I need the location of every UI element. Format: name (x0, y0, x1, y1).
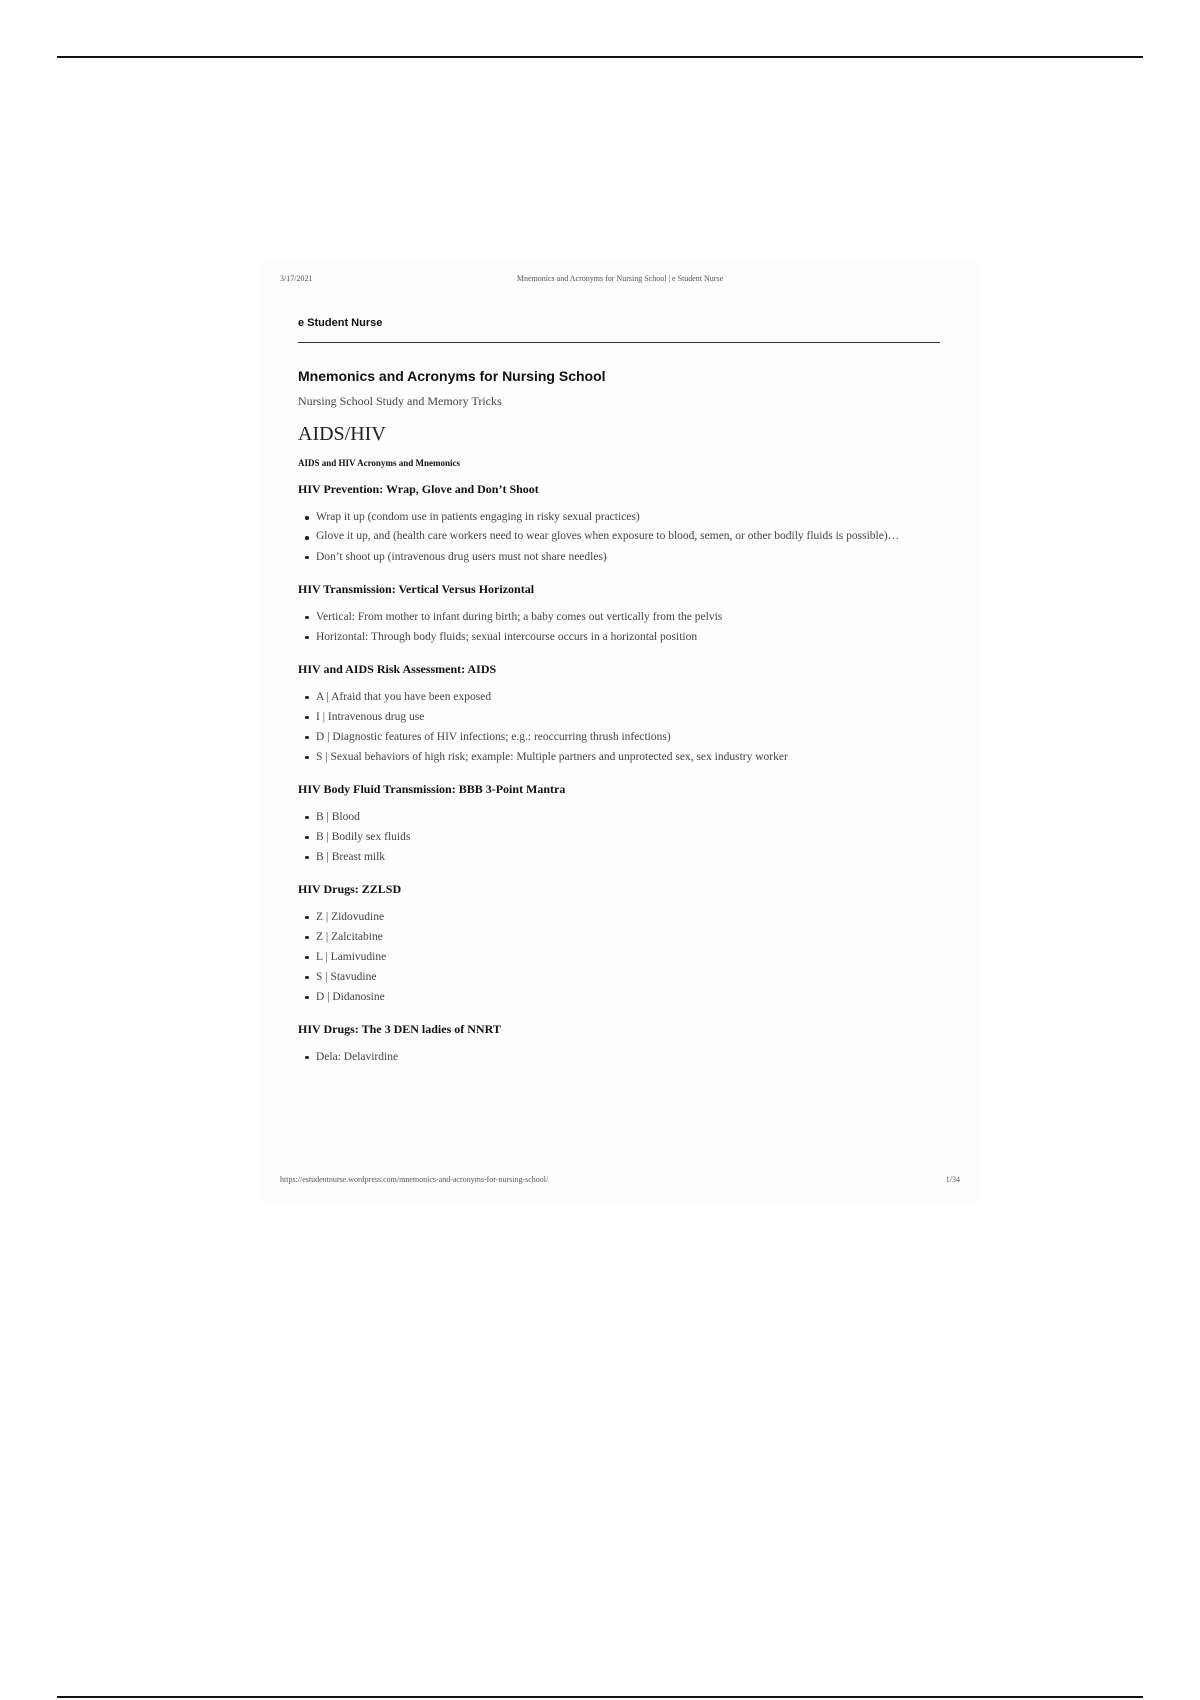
print-footer (280, 1175, 960, 1189)
list-item: I | Intravenous drug use (316, 707, 940, 727)
print-date: 3/17/2021 (280, 274, 313, 283)
list-item: Don’t shoot up (intravenous drug users must not share needles) (316, 547, 940, 567)
list-item: D | Didanosine (316, 987, 940, 1007)
post-subtitle: Nursing School Study and Memory Tricks (298, 394, 502, 408)
bullet-list (298, 687, 940, 767)
site-name: e Student Nurse (298, 317, 383, 329)
section-heading: HIV Prevention: Wrap, Glove and Don’t Shoot (298, 482, 539, 496)
bullet-list (298, 607, 940, 647)
list-item: Vertical: From mother to infant during birth; a baby comes out vertically from the pelvis (316, 607, 940, 627)
page-content (298, 316, 940, 1067)
site-divider (298, 342, 940, 343)
section-heading: HIV and AIDS Risk Assessment: AIDS (298, 661, 497, 676)
list-item: L | Lamivudine (316, 947, 940, 967)
bottom-divider (57, 1696, 1143, 1698)
list-item: Horizontal: Through body fluids; sexual intercourse occurs in a horizontal position (316, 627, 940, 647)
bullet-list (298, 807, 940, 867)
section-heading: HIV Transmission: Vertical Versus Horizontal (298, 581, 535, 596)
document-page (262, 262, 978, 1202)
section-heading: HIV Drugs: The 3 DEN ladies of NNRT (298, 1021, 501, 1036)
list-item: D | Diagnostic features of HIV infections; e.g.: reoccurring thrush infections) (316, 727, 940, 747)
top-divider (57, 56, 1143, 58)
list-item: Z | Zidovudine (316, 907, 940, 927)
bullet-list (298, 1047, 940, 1067)
print-title: Mnemonics and Acronyms for Nursing School | e Student Nurse (516, 274, 724, 283)
print-header (280, 274, 960, 288)
bullet-list (298, 507, 940, 567)
intro-label: AIDS and HIV Acronyms and Mnemonics (298, 458, 460, 468)
list-item: B | Blood (316, 807, 940, 827)
print-url: https://estudentnurse.wordpress.com/mnemonics-and-acronyms-for-nursing-school/ (280, 1175, 549, 1184)
list-item: A | Afraid that you have been exposed (316, 687, 940, 707)
list-item: Glove it up, and (health care workers need to wear gloves when exposure to blood, semen, or other bodily fluids is possible)… (316, 527, 940, 547)
page-heading: AIDS/HIV (298, 423, 386, 445)
section-heading: HIV Drugs: ZZLSD (298, 881, 402, 896)
bullet-list (298, 907, 940, 1007)
section-heading: HIV Body Fluid Transmission: BBB 3-Point Mantra (298, 781, 566, 796)
list-item: Dela: Delavirdine (316, 1047, 940, 1067)
list-item: B | Breast milk (316, 847, 940, 867)
post-title: Mnemonics and Acronyms for Nursing School (298, 368, 606, 384)
list-item: S | Stavudine (316, 967, 940, 987)
list-item: Z | Zalcitabine (316, 927, 940, 947)
list-item: Wrap it up (condom use in patients engaging in risky sexual practices) (316, 507, 940, 527)
list-item: B | Bodily sex fluids (316, 827, 940, 847)
list-item: S | Sexual behaviors of high risk; example: Multiple partners and unprotected sex, sex industry worker (316, 747, 940, 767)
page-number: 1/34 (945, 1175, 960, 1184)
